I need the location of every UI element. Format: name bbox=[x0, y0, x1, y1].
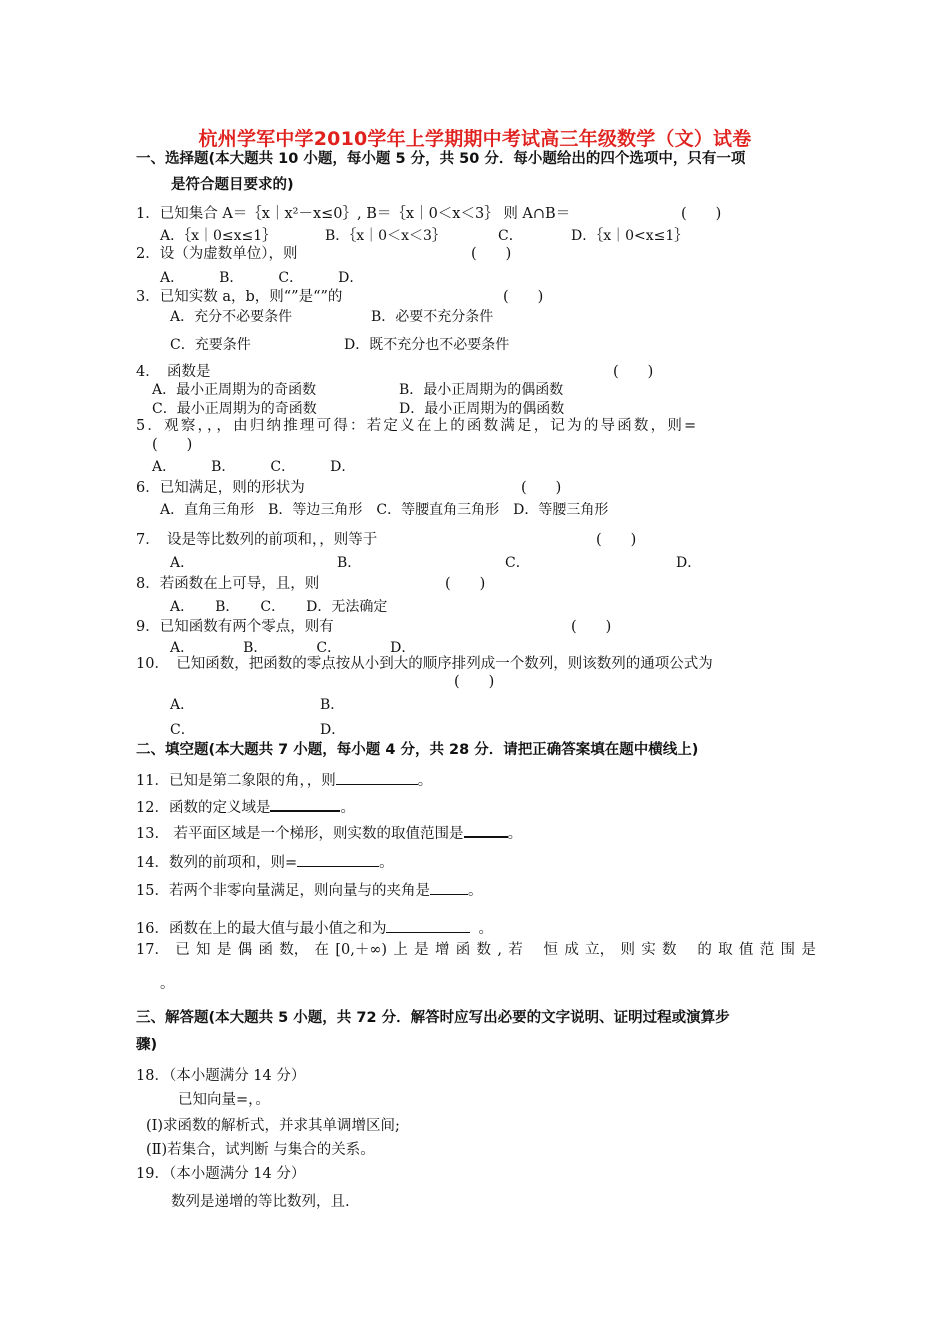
q9-options: A． B． C． D． bbox=[170, 640, 416, 656]
q9-bracket: ( ) bbox=[571, 619, 612, 635]
q4-option-d: D．最小正周期为的偶函数 bbox=[399, 401, 565, 417]
q13-answer-blank[interactable] bbox=[464, 822, 508, 838]
q12-end: 。 bbox=[340, 800, 355, 816]
q17-part: 若 bbox=[508, 942, 523, 958]
q15-end: 。 bbox=[467, 883, 483, 899]
q3-option-c: C．充要条件 bbox=[170, 337, 251, 353]
q12-text: 12．函数的定义域是 bbox=[136, 800, 271, 816]
q15-text: 15．若两个非零向量满足，则向量与的夹角是 bbox=[136, 883, 430, 899]
q17-part: 则 bbox=[620, 942, 635, 958]
q11-answer-blank[interactable] bbox=[336, 770, 418, 785]
exam-title: 杭州学军中学2010学年上学期期中考试高三年级数学（文）试卷 bbox=[198, 128, 752, 150]
q17-part: 范 bbox=[759, 942, 775, 958]
q17-part: 恒 bbox=[529, 942, 559, 958]
q18-part2: (Ⅱ)若集合，试判断 与集合的关系。 bbox=[146, 1142, 375, 1158]
q17-part: , bbox=[497, 942, 502, 958]
q4-option-b: B．最小正周期为的偶函数 bbox=[399, 382, 564, 398]
q1-stem: 1．已知集合 A＝｛x｜x²－x≤0｝, B＝｛x｜0＜x＜3｝ 则 A∩B＝ bbox=[136, 206, 571, 222]
q7-option-b: B． bbox=[337, 555, 362, 571]
q6-options: A．直角三角形 B．等边三角形 C．等腰直角三角形 D．等腰三角形 bbox=[160, 502, 609, 518]
section2-heading: 二、填空题(本大题共 7 小题，每小题 4 分，共 28 分．请把正确答案填在题中横线上) bbox=[136, 742, 699, 758]
q10-option-d: D． bbox=[320, 722, 346, 738]
q15-line bbox=[136, 880, 482, 901]
q10-stem: 10． 已知函数，把函数的零点按从小到大的顺序排列成一个数列，则该数列的通项公式为 bbox=[136, 656, 713, 672]
q4-bracket: ( ) bbox=[613, 364, 654, 380]
q16-answer-blank[interactable] bbox=[386, 918, 470, 933]
q17-part: 在 bbox=[314, 942, 330, 958]
q2-bracket: ( ) bbox=[471, 246, 512, 262]
q18-part1: (Ⅰ)求函数的解析式，并求其单调增区间; bbox=[146, 1118, 400, 1134]
q17-part: 知 bbox=[196, 942, 211, 958]
q18-given: 已知向量=，。 bbox=[178, 1092, 270, 1108]
section1-heading: 一、选择题(本大题共 10 小题，每小题 5 分，共 50 分．每小题给出的四个选项中，只有一项 bbox=[136, 151, 746, 167]
q16-line bbox=[136, 918, 493, 939]
q4-option-c: C．最小正周期为的奇函数 bbox=[152, 401, 317, 417]
q13-end: 。 bbox=[507, 826, 523, 842]
q9-stem: 9．已知函数有两个零点，则有 bbox=[136, 619, 334, 635]
q17-part: 增 bbox=[434, 942, 450, 958]
section1-heading-cont: 是符合题目要求的) bbox=[171, 177, 294, 193]
q16-end: 。 bbox=[478, 921, 493, 937]
q17-part: 取 bbox=[718, 942, 733, 958]
q18-header: 18．（本小题满分 14 分） bbox=[136, 1068, 306, 1084]
q17-part: 17． bbox=[136, 942, 169, 958]
q4-stem: 4． 函数是 bbox=[136, 364, 211, 380]
q2-stem: 2．设（为虚数单位），则 bbox=[136, 246, 298, 262]
q17-part: 函 bbox=[258, 942, 273, 958]
q17-part: 是 bbox=[414, 942, 429, 958]
q1-option-d: D．｛x｜0<x≤1｝ bbox=[571, 228, 689, 244]
q2-options: A． B． C． D． bbox=[160, 270, 364, 286]
q1-option-b: B．｛x｜0＜x＜3｝ bbox=[325, 228, 446, 244]
q15-answer-blank[interactable] bbox=[430, 880, 468, 895]
q19-header: 19．（本小题满分 14 分） bbox=[136, 1166, 306, 1182]
q10-option-c: C． bbox=[170, 722, 195, 738]
q12-answer-blank[interactable] bbox=[270, 796, 340, 812]
q17-part: 的 bbox=[682, 942, 712, 958]
q10-option-b: B． bbox=[320, 697, 345, 713]
q1-option-a: A．｛x｜0≤x≤1｝ bbox=[160, 228, 277, 244]
section3-heading-cont: 骤) bbox=[136, 1037, 158, 1053]
q17-part: 数， bbox=[279, 942, 309, 958]
q17-part: [0,＋∞) bbox=[335, 942, 388, 958]
q17-part: 实 bbox=[641, 942, 656, 958]
q17-part: 数 bbox=[662, 942, 677, 958]
q3-option-d: D．既不充分也不必要条件 bbox=[344, 337, 510, 353]
q17-part: 值 bbox=[738, 942, 754, 958]
q17-part: 数 bbox=[476, 942, 492, 958]
q14-end: 。 bbox=[379, 855, 394, 871]
q3-option-a: A．充分不必要条件 bbox=[170, 309, 293, 325]
q13-text: 13. 若平面区域是一个梯形，则实数的取值范围是 bbox=[136, 826, 464, 842]
q16-text: 16．函数在上的最大值与最小值之和为 bbox=[136, 921, 387, 937]
q11-end: 。 bbox=[417, 773, 433, 789]
q11-line bbox=[136, 770, 432, 791]
q3-stem: 3．已知实数 a，b，则“”是“”的 bbox=[136, 289, 343, 305]
q7-option-a: A． bbox=[170, 555, 195, 571]
q14-text: 14．数列的前项和，则= bbox=[136, 855, 298, 871]
section3-heading: 三、解答题(本大题共 5 小题，共 72 分．解答时应写出必要的文字说明、证明过程或演算步 bbox=[136, 1010, 730, 1026]
q10-bracket: ( ) bbox=[454, 674, 495, 690]
q7-bracket: ( ) bbox=[596, 532, 637, 548]
q7-option-d: D． bbox=[676, 555, 702, 571]
q17-part: 已 bbox=[175, 942, 190, 958]
q13-line bbox=[136, 822, 522, 844]
q8-options: A． B． C． D．无法确定 bbox=[170, 599, 388, 615]
q12-line bbox=[136, 796, 355, 818]
q17-part: 函 bbox=[455, 942, 471, 958]
q17-end: 。 bbox=[160, 976, 175, 992]
q17-part: 成 bbox=[564, 942, 579, 958]
q17-part: 是 bbox=[801, 942, 816, 958]
q8-stem: 8．若函数在上可导，且，则 bbox=[136, 576, 320, 592]
q10-option-a: A． bbox=[170, 697, 195, 713]
q7-option-c: C． bbox=[505, 555, 530, 571]
q17-part: 围 bbox=[780, 942, 796, 958]
q3-bracket: ( ) bbox=[503, 289, 544, 305]
q17-part: 上 bbox=[393, 942, 408, 958]
q5-stem: 5．观察，，，由归纳推理可得：若定义在上的函数满足，记为的导函数，则= bbox=[136, 418, 699, 434]
q11-text: 11．已知是第二象限的角，，则 bbox=[136, 773, 336, 789]
q14-answer-blank[interactable] bbox=[297, 852, 379, 867]
q5-options: A． B． C． D． bbox=[152, 459, 356, 475]
q8-bracket: ( ) bbox=[445, 576, 486, 592]
q3-option-b: B．必要不充分条件 bbox=[371, 309, 494, 325]
q17-part: 偶 bbox=[237, 942, 253, 958]
q5-bracket: ( ) bbox=[152, 437, 193, 453]
q17-line bbox=[136, 940, 816, 960]
q1-option-c: C． bbox=[498, 228, 523, 244]
q17-part: 是 bbox=[216, 942, 232, 958]
q7-stem: 7． 设是等比数列的前项和，，则等于 bbox=[136, 532, 378, 548]
q6-bracket: ( ) bbox=[521, 480, 562, 496]
q4-option-a: A．最小正周期为的奇函数 bbox=[152, 382, 317, 398]
q19-given: 数列是递增的等比数列，且. bbox=[171, 1194, 350, 1210]
q17-part: 立， bbox=[585, 942, 615, 958]
q14-line bbox=[136, 852, 394, 873]
q1-bracket: ( ) bbox=[681, 206, 722, 222]
q6-stem: 6．已知满足，则的形状为 bbox=[136, 480, 305, 496]
